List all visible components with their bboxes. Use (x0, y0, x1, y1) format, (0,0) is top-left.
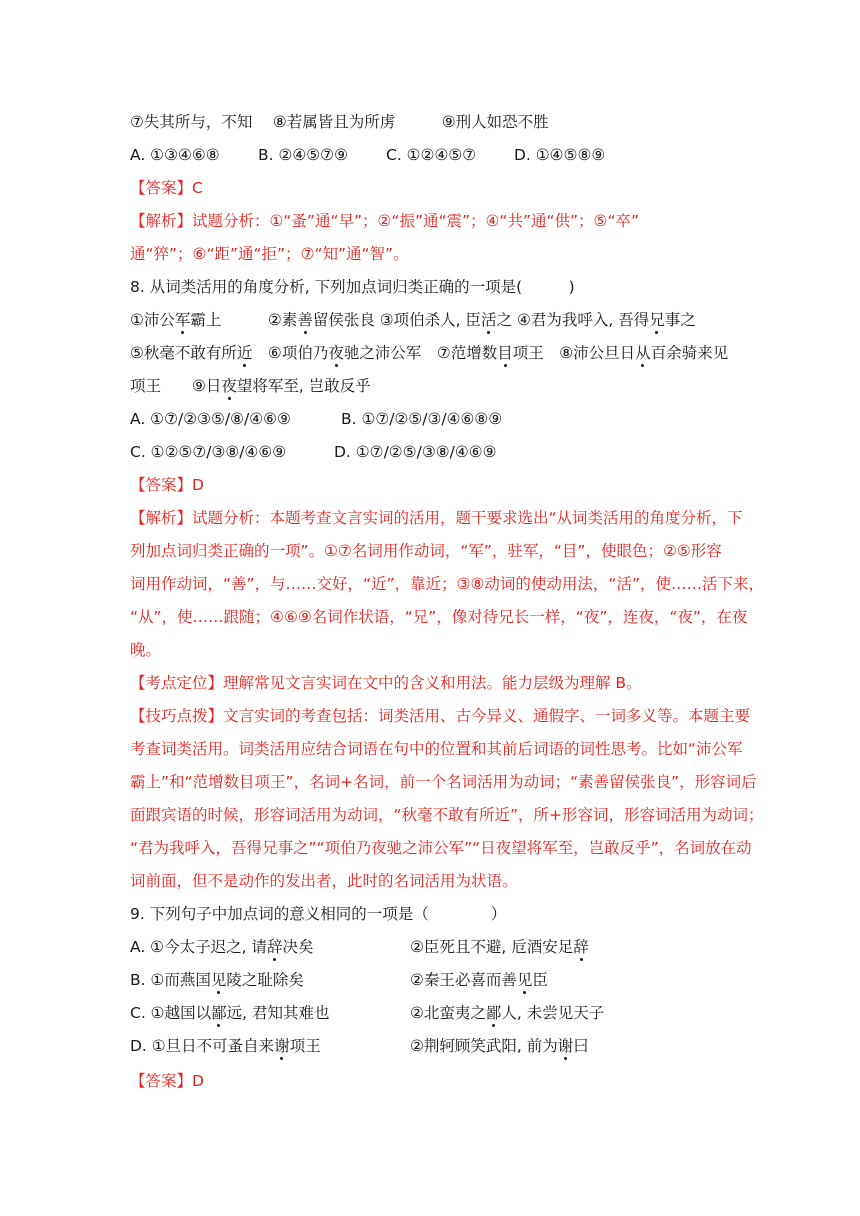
q8-stem: 8. 从词类活用的角度分析, 下列加点词归类正确的一项是( ) (130, 278, 575, 296)
q9-row-b-second (410, 964, 548, 997)
dotted-word: 夜 (221, 370, 237, 403)
q8-jiqiao-4: 面跟宾语的时候，形容词活用为动词，“秋毫不敢有所近”，所+形容词，形容词活用为动词； (130, 806, 764, 824)
text: 决矣 (282, 938, 314, 956)
dotted-word: 兄 (649, 304, 665, 337)
q8-options-2 (130, 436, 730, 469)
text: 留侯张良 ③项伯杀人, 臣 (312, 311, 482, 329)
q9-row-a-second (410, 931, 589, 964)
text: 之 ④君为我呼入, 吾得 (496, 311, 650, 329)
dotted-word: 军 (175, 304, 191, 337)
q8-items-line-3 (130, 370, 730, 403)
q8-jiqiao-5: “君为我呼入，吾得兄事之”“项伯乃夜驰之沛公军”“日夜望将军至，岂敢反乎”，名词放在动 (130, 839, 752, 857)
option-a: A. ①③④⑥⑧ (130, 146, 220, 164)
option-a: A. ①⑦/②③⑤/⑧/④⑥⑨ (130, 410, 291, 428)
text: 人, 未尝见天子 (501, 1004, 605, 1022)
q9-answer: 【答案】D (130, 1072, 204, 1090)
text: 陵之耻除矣 (226, 971, 304, 989)
q8-jiqiao-3: 霸上”和“范增数目项王”，名词+名词，前一个名词活用为动词；“素善留侯张良”，形容词后 (130, 773, 757, 791)
text: 项王 ⑧沛公旦日 (512, 344, 636, 362)
dotted-word: 近 (237, 337, 253, 370)
q7-analysis-line-2: 通“猝”；⑥“距”通“拒”；⑦“知”通“智”。 (130, 245, 409, 263)
dotted-word: 从 (635, 337, 651, 370)
q7-options (130, 139, 730, 172)
text: 远, 君知其难也 (226, 1004, 330, 1022)
dotted-word: 谢 (558, 1030, 574, 1063)
dotted-word: 目 (497, 337, 513, 370)
option-d: D. ①④⑤⑧⑨ (514, 146, 606, 164)
document-page (130, 106, 764, 1098)
text: 驰之沛公军 ⑦范增数 (343, 344, 498, 362)
text: 霸上 ②素 (190, 311, 298, 329)
text: 臣 (532, 971, 548, 989)
q9-row-c-second (410, 997, 604, 1030)
q8-items-line-1 (130, 304, 730, 337)
option-c: C. ①②⑤⑦/③⑧/④⑥⑨ (130, 443, 287, 461)
q8-jiqiao-2: 考查词类活用。词类活用应结合词语在句中的位置和其前后词语的词性思考。比如“沛公军 (130, 740, 743, 758)
option-c: C. ①②④⑤⑦ (386, 146, 477, 164)
q9-row-d-second (410, 1030, 589, 1063)
option-b: B. ①⑦/②⑤/③/④⑥⑧⑨ (341, 410, 503, 428)
text: ②北蛮夷之 (410, 1004, 486, 1022)
q8-answer: 【答案】D (130, 476, 204, 494)
q9-row-c (130, 997, 730, 1030)
text: ②秦王必喜而善 (410, 971, 517, 989)
text: ⑤秋毫不敢有所 (130, 344, 237, 362)
option-b: B. ②④⑤⑦⑨ (258, 146, 348, 164)
q8-kaodian: 【考点定位】理解常见文言实词在文中的含义和用法。能力层级为理解 B。 (130, 674, 642, 692)
text: 曰 (573, 1037, 589, 1055)
dotted-word: 鄙 (211, 997, 227, 1030)
q8-analysis-2: 列加点词归类正确的一项”。①⑦名词用作动词，“军”，驻军，“目”，使眼色；②⑤形容 (130, 542, 722, 560)
q8-analysis-3: 词用作动词，“善”，与……交好，“近”，靠近；③⑧动词的使动用法，“活”，使……活下来， (130, 575, 764, 593)
q7-items: ⑦失其所与，不知 ⑧若属皆且为所虏 ⑨刑人如恐不胜 (130, 113, 549, 131)
text: A. ①今太子迟之, 请 (130, 938, 267, 956)
q8-analysis-5: 晚。 (130, 641, 162, 659)
q9-stem: 9. 下列句子中加点词的意义相同的一项是（ ） (130, 905, 507, 923)
dotted-word: 夜 (328, 337, 344, 370)
dotted-word: 鄙 (486, 997, 502, 1030)
q9-row-a (130, 931, 730, 964)
text: 百余骑来见 (650, 344, 729, 362)
text: 望将军至, 岂敢反乎 (236, 377, 371, 395)
dotted-word: 见 (211, 964, 227, 997)
text: ②臣死且不避, 卮酒安足 (410, 938, 574, 956)
dotted-word: 谢 (274, 1030, 290, 1063)
q9-row-b (130, 964, 730, 997)
text: ②荆轲顾笑武阳, 前为 (410, 1037, 558, 1055)
text: 项王 ⑨日 (130, 377, 222, 395)
dotted-word: 辞 (267, 931, 283, 964)
q8-jiqiao-1: 【技巧点拨】文言实词的考查包括：词类活用、古今异义、通假字、一词多义等。本题主要 (130, 707, 751, 725)
text: ①沛公 (130, 311, 175, 329)
text: D. ①旦日不可蚤自来 (130, 1037, 275, 1055)
text: 项王 (289, 1037, 321, 1055)
dotted-word: 活 (481, 304, 497, 337)
q7-analysis-line-1: 【解析】试题分析：①“蚤”通“早”；②“振”通“震”；④“共”通“供”；⑤“卒” (130, 212, 640, 230)
q8-analysis-1: 【解析】试题分析：本题考查文言实词的活用，题干要求选出“从词类活用的角度分析，下 (130, 509, 743, 527)
text: ⑥项伯乃 (252, 344, 329, 362)
dotted-word: 见 (517, 964, 533, 997)
q9-row-d (130, 1030, 730, 1063)
text: C. ①越国以 (130, 1004, 212, 1022)
dotted-word: 辞 (573, 931, 589, 964)
q8-options-1 (130, 403, 730, 436)
dotted-word: 善 (297, 304, 313, 337)
q8-analysis-4: “从”，使……跟随；④⑥⑨名词作状语，“兄”，像对待兄长一样，“夜”，连夜，“夜”，在夜 (130, 608, 748, 626)
option-d: D. ①⑦/②⑤/③⑧/④⑥⑨ (334, 443, 497, 461)
q8-jiqiao-6: 词前面，但不是动作的发出者，此时的名词活用为状语。 (130, 872, 518, 890)
q7-answer: 【答案】C (130, 179, 203, 197)
text: 事之 (664, 311, 696, 329)
q8-items-line-2 (130, 337, 730, 370)
text: B. ①而燕国 (130, 971, 211, 989)
